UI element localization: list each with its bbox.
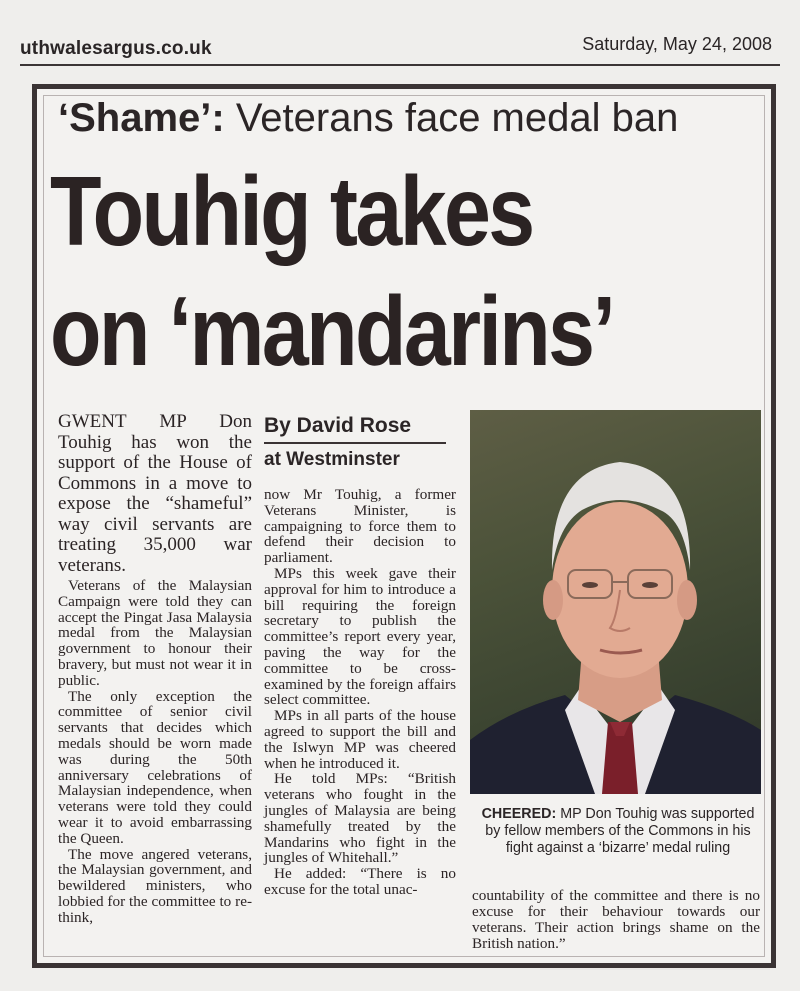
header-rule: [20, 64, 780, 66]
body-paragraph: Veterans of the Malaysian Campaign were told they can accept the Pingat Jasa Malaysia medal from the Malaysian government to honour their bravery, but must not wear it in public.: [58, 577, 252, 689]
byline-location: at Westminster: [264, 449, 400, 470]
body-paragraph: MPs in all parts of the house agreed to support the bill and the Islwyn MP was cheered when he introduced it.: [264, 707, 456, 772]
headline-line-1: Touhig takes: [50, 156, 533, 266]
portrait-illustration: [470, 410, 761, 794]
lead-paragraph: GWENT MP Don Touhig has won the support of the House of Commons in a move to expose the “shameful” way civil servants are treating 35,000 war veterans.: [58, 411, 252, 576]
body-column-1: [58, 412, 252, 926]
caption-text: MP Don Touhig was supported by fellow members of the Commons in his fight against a ‘bizarre’ medal ruling: [485, 806, 755, 856]
publication-date: Saturday, May 24, 2008: [582, 34, 772, 54]
body-paragraph: The move angered veterans, the Malaysian government, and bewildered ministers, who lobbied for the committee to re-think,: [58, 845, 252, 926]
byline-rule: [264, 442, 446, 444]
headline-line-2: on ‘mandarins’: [50, 276, 614, 386]
body-column-2: [264, 487, 456, 898]
kicker-text: Veterans face medal ban: [224, 96, 679, 140]
body-paragraph: MPs this week gave their approval for him to introduce a bill requiring the foreign secretary to publish the committee’s report every year, paving the way for the committee to be cross-examined by the foreign affairs select committee.: [264, 564, 456, 709]
kicker-quote: ‘Shame’:: [58, 96, 225, 140]
body-paragraph: now Mr Touhig, a former Veterans Minister, is campaigning to force them to defend their decision to parliament.: [264, 486, 456, 567]
byline-author: By David Rose: [264, 414, 412, 437]
kicker: [58, 96, 678, 141]
page-header: [0, 28, 800, 68]
byline: [264, 414, 446, 471]
portrait-photo: [470, 410, 761, 794]
body-paragraph: He told MPs: “British veterans who fought in the jungles of Malaysia are being shamefully treated by the Mandarins who fight in the jungles of Whitehall.”: [264, 770, 456, 867]
body-column-3: countability of the committee and there is no excuse for their behaviour towards our veterans. Their action brings shame on the British nation.”: [472, 887, 760, 952]
caption-label: CHEERED:: [481, 806, 557, 822]
body-paragraph: He added: “There is no excuse for the total unac-: [264, 865, 456, 898]
photo-caption: [478, 806, 758, 857]
site-url: uthwalesargus.co.uk: [20, 38, 212, 59]
body-paragraph: The only exception the committee of senior civil servants that decides which medals should be worn made was during the 50th anniversary celebrations of Malaysian independence, when veterans were told they could wear it to avoid embarrassing the Queen.: [58, 687, 252, 847]
